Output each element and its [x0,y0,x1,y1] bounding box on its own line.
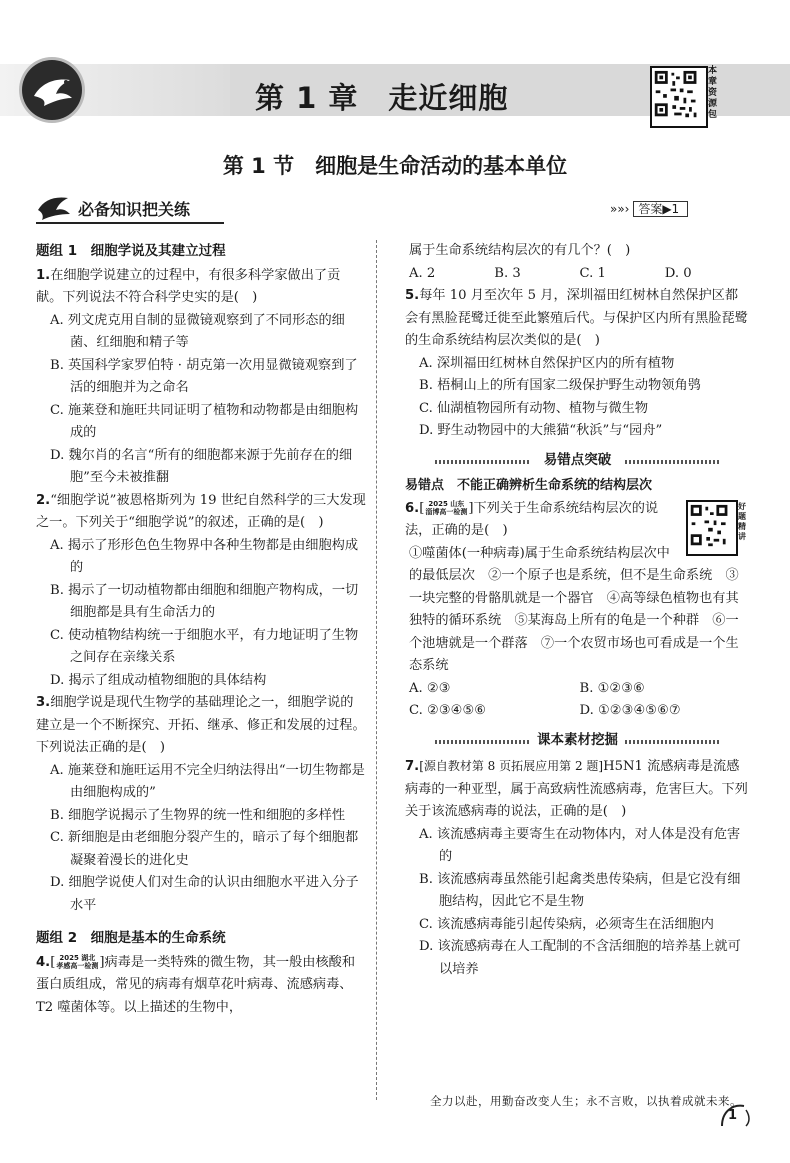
chapter-title: 第 1 章 走近细胞 [255,81,509,115]
eagle-logo-icon [22,60,82,120]
option: C. ②③④⑤⑥ [409,703,487,718]
question-stem: 细胞学说是现代生物学的基础理论之一，细胞学说的建立是一个不断探究、开拓、继承、修正和发展的过程。下列说法正确的是( ) [36,695,366,755]
option-row [405,263,750,286]
question-number: 7. [405,759,420,774]
option: B. 细胞学说揭示了生物界的统一性和细胞的多样性 [50,807,346,823]
right-column [405,240,750,981]
option: B. 梧桐山上的所有国家二级保护野生动物领角鸮 [419,378,701,393]
question-5 [405,285,750,353]
left-column [36,240,366,1019]
option: A. 列文虎克用自制的显微镜观察到了不同形态的细菌、红细胞和精子等 [50,312,345,350]
option: D. 0 [664,265,692,281]
option-row [405,678,750,701]
option: C. 该流感病毒能引起传染病，必须寄生在活细胞内 [419,916,714,932]
qr-label: 本章资源包 [708,66,718,120]
chevrons-icon: »»› [610,202,630,216]
option: D. 该流感病毒在人工配制的不含活细胞的培养基上就可以培养 [419,939,741,977]
subsection-heading: 课本素材挖掘 [405,729,750,752]
qr-code-icon[interactable] [686,500,738,556]
source-tag [56,954,98,970]
source-tag-bottom: 淄博高一检测 [425,508,468,516]
option: A. 2 [409,265,436,281]
question-stem: 每年 10 月至次年 5 月，深圳福田红树林自然保护区都会有黑脸琵鹭迁徙至此繁殖后代。与保护区内所有黑脸琵鹭的生命系统结构层次类似的是( ) [405,288,748,348]
group-title: 题组 2 细胞是基本的生命系统 [36,930,226,946]
question-7 [405,755,750,824]
question-stem: 病毒是一类特殊的微生物，其一般由核酸和蛋白质组成，常见的病毒有烟草花叶病毒、流感病毒、T2 噬菌体等。以上描述的生物中， [36,954,356,1015]
question-stem: 在细胞学说建立的过程中，有很多科学家做出了贡献。下列说法不符合科学史实的是( ) [36,267,341,305]
option: A. 揭示了形形色色生物界中各种生物都是由细胞构成的 [50,537,359,575]
bird-icon [36,190,72,220]
qr-label: 好题精讲 [738,501,746,541]
option: C. 1 [579,265,606,281]
source-tag [425,500,467,516]
option-row [405,700,750,723]
subsection-heading: 易错点突破 [405,449,750,472]
source-tag-top: 2025 山东 [428,500,465,508]
question-number: 3. [36,695,51,710]
answer-reference-label: 答案▶1 [633,201,688,217]
option: A. 该流感病毒主要寄生在动物体内，对人体是没有危害的 [419,826,741,864]
option: A. ②③ [409,680,451,696]
question-number: 5. [405,288,420,303]
source-tag-top: 2025 湖北 [59,954,96,962]
option: C. 仙湖植物园所有动物、植物与微生物 [419,400,649,416]
column-divider [376,240,377,1100]
qr-code-icon[interactable] [650,66,708,128]
group-title: 题组 1 细胞学说及其建立过程 [36,243,226,259]
question-stem: H5N1 流感病毒是流感病毒的一种亚型，属于高致病性流感病毒，危害巨大。下列关于该流感病毒的说法，正确的是( ) [405,759,748,819]
question-2 [36,490,366,535]
option: C. 新细胞是由老细胞分裂产生的，暗示了每个细胞都凝聚着漫长的进化史 [50,830,359,868]
option: D. 细胞学说使人们对生命的认识由细胞水平进入分子水平 [50,875,359,913]
section-title: 第 1 节 细胞是生命活动的基本单位 [222,154,568,178]
option: A. 深圳福田红树林自然保护区内的所有植物 [419,355,675,371]
source-tag-bottom: 孝感高一检测 [56,962,99,970]
option: D. 揭示了组成动植物细胞的具体结构 [50,672,267,688]
option: C. 使动植物结构统一于细胞水平，有力地证明了生物之间存在亲缘关系 [50,627,359,665]
question-number: 2. [36,492,51,508]
option: B. 该流感病毒虽然能引起禽类患传染病，但是它没有细胞结构，因此它不是生物 [419,871,741,909]
error-point: 易错点 不能正确辨析生命系统的结构层次 [405,478,653,493]
option: B. ①②③⑥ [579,680,645,696]
section-heading: 必备知识把关练 [78,200,191,219]
question-number: 4. [36,954,51,970]
question-body: ①噬菌体(一种病毒)属于生命系统结构层次中的最低层次 ②一个原子也是系统，但不是生命系统 ③一块完整的骨骼肌就是一个器官 ④高等绿色植物也有其独特的循环系统 ⑤某海岛上所有的龟是一个种群 ⑥一个池塘就是一个群落 ⑦一个农贸市场也可看成是一个生态系统 [409,545,739,673]
source-note: [源自教材第 8 页拓展应用第 2 题] [419,759,604,773]
question-4-continued: 属于生命系统结构层次的有几个？( ) [409,243,631,258]
option: B. 揭示了一切动植物都由细胞和细胞产物构成，一切细胞都是具有生命活力的 [50,582,359,620]
question-stem-line: 6.[ 2025 山东 淄博高一检测]下列关于生命系统结构层次的说法，正确的是( ) [405,500,659,538]
question-stem: “细胞学说”被恩格斯列为 19 世纪自然科学的三大发现之一。下列关于“细胞学说”的叙述，正确的是( ) [36,492,366,530]
option: C. 施莱登和施旺共同证明了植物和动物都是由细胞构成的 [50,402,359,440]
page-number: 1 [728,1108,738,1123]
option: D. 野生动物园中的大熊猫“秋浜”与“园舟” [419,423,663,438]
option: D. ①②③④⑤⑥⑦ [579,703,681,718]
question-6 [405,498,750,723]
question-4: 4.[ 2025 湖北 孝感高一检测]病毒是一类特殊的微生物，其一般由核酸和蛋白质组成，常见的病毒有烟草花叶病毒、流感病毒、T2 噬菌体等。以上描述的生物中， [36,954,356,1015]
heading-underline [36,222,224,224]
footer-motto: 全力以赴，用勤奋改变人生；永不言败，以执着成就未来。 [430,1094,742,1108]
question-stem: 下列关于生命系统结构层次的说法，正确的是( ) [405,500,659,538]
question-number: 1. [36,267,51,283]
answer-reference [610,200,688,217]
question-1 [36,265,366,310]
question-number: 6. [405,500,420,516]
option: D. 魏尔肖的名言“所有的细胞都来源于先前存在的细胞”至今未被推翻 [50,447,353,485]
option: B. 英国科学家罗伯特 · 胡克第一次用显微镜观察到了活的细胞并为之命名 [50,357,358,395]
option: A. 施莱登和施旺运用不完全归纳法得出“一切生物都是由细胞构成的” [50,762,365,800]
question-3 [36,692,366,760]
option: B. 3 [494,265,521,281]
